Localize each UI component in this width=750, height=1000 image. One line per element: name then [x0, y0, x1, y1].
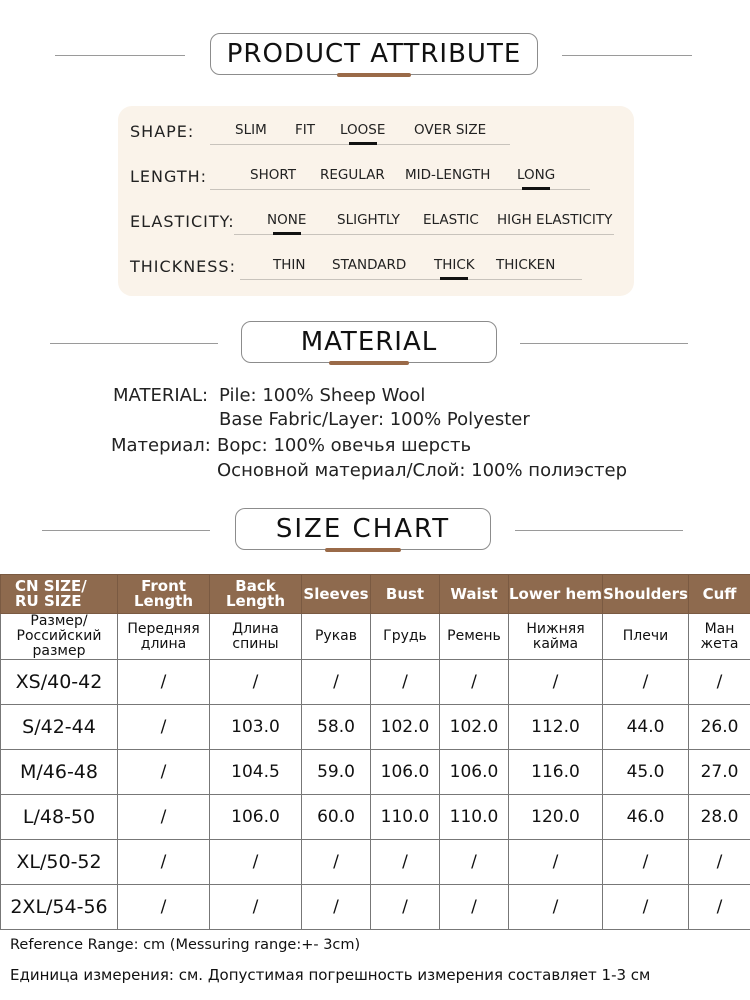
measurement-cell: 104.5: [210, 750, 302, 795]
measurement-cell: /: [689, 660, 750, 705]
section-title: PRODUCT ATTRIBUTE: [210, 33, 538, 75]
column-header-ru: Грудь: [371, 614, 440, 660]
attribute-option: [423, 212, 479, 228]
reference-note-en: Reference Range: cm (Messuring range:+- 3cm): [10, 937, 361, 953]
column-header-en: Waist: [440, 575, 509, 614]
divider-right: [515, 530, 683, 531]
measurement-cell: 110.0: [371, 795, 440, 840]
measurement-cell: /: [118, 660, 210, 705]
material-en-label: MATERIAL:: [113, 385, 209, 406]
material-en-line1: Pile: 100% Sheep Wool: [219, 385, 426, 406]
column-header-en: Cuff: [689, 575, 750, 614]
measurement-cell: /: [440, 660, 509, 705]
measurement-cell: /: [210, 840, 302, 885]
table-row: [1, 795, 750, 840]
attribute-option-label: NONE: [267, 212, 307, 228]
column-header-ru: Длина спины: [210, 614, 302, 660]
measurement-cell: /: [603, 885, 689, 930]
attribute-option: [434, 257, 475, 273]
measurement-cell: 46.0: [603, 795, 689, 840]
attribute-option: [405, 167, 490, 183]
size-cell: S/42-44: [1, 705, 118, 750]
attribute-row: [130, 122, 630, 152]
attribute-option-label: LONG: [517, 167, 556, 183]
measurement-cell: /: [689, 840, 750, 885]
measurement-cell: 44.0: [603, 705, 689, 750]
size-chart-table: [0, 574, 750, 930]
selected-marker: [522, 187, 550, 190]
column-header-ru: Нижняя кайма: [509, 614, 603, 660]
attribute-option: [340, 122, 385, 138]
column-header-en: Sleeves: [302, 575, 371, 614]
measurement-cell: 58.0: [302, 705, 371, 750]
attribute-option: [320, 167, 385, 183]
material-ru-label: Материал:: [111, 435, 211, 456]
attribute-option: [235, 122, 267, 138]
measurement-cell: 59.0: [302, 750, 371, 795]
measurement-cell: /: [118, 705, 210, 750]
selected-marker: [349, 142, 377, 145]
attribute-option-label: SLIM: [235, 122, 267, 138]
attribute-option-label: ELASTIC: [423, 212, 479, 228]
section-title: MATERIAL: [241, 321, 497, 363]
measurement-cell: 102.0: [440, 705, 509, 750]
size-cell: L/48-50: [1, 795, 118, 840]
column-header-en: Shoulders: [603, 575, 689, 614]
divider-right: [562, 55, 692, 56]
attribute-option: [517, 167, 555, 183]
measurement-cell: 26.0: [689, 705, 750, 750]
attribute-label: THICKNESS:: [130, 257, 236, 276]
attribute-underline: [240, 279, 582, 280]
measurement-cell: 28.0: [689, 795, 750, 840]
measurement-cell: 116.0: [509, 750, 603, 795]
column-header-ru: Плечи: [603, 614, 689, 660]
measurement-cell: /: [118, 795, 210, 840]
attribute-option: [496, 257, 555, 273]
title-accent-bar: [337, 73, 411, 77]
attribute-option: [337, 212, 400, 228]
measurement-cell: 45.0: [603, 750, 689, 795]
attribute-option: [295, 122, 315, 138]
measurement-cell: /: [210, 660, 302, 705]
measurement-cell: /: [440, 885, 509, 930]
column-header-en: Bust: [371, 575, 440, 614]
product-attribute-header: [0, 33, 750, 79]
measurement-cell: /: [210, 885, 302, 930]
column-header-en: CN SIZE/ RU SIZE: [1, 575, 118, 614]
column-header-en: Back Length: [210, 575, 302, 614]
column-header-ru: Рукав: [302, 614, 371, 660]
attribute-label: SHAPE:: [130, 122, 195, 141]
title-accent-bar: [329, 361, 409, 365]
attribute-option-label: MID-LENGTH: [405, 167, 491, 183]
table-row: [1, 885, 750, 930]
selected-marker: [273, 232, 301, 235]
measurement-cell: /: [440, 840, 509, 885]
measurement-cell: 102.0: [371, 705, 440, 750]
measurement-cell: /: [509, 840, 603, 885]
attribute-option: [414, 122, 486, 138]
attribute-row: [130, 212, 630, 242]
attribute-option: [250, 167, 296, 183]
attribute-option-label: SHORT: [250, 167, 296, 183]
column-header-ru: Размер/ Российский размер: [1, 614, 118, 660]
header-row-ru: [1, 614, 750, 660]
divider-left: [42, 530, 210, 531]
attribute-option-label: OVER SIZE: [414, 122, 487, 138]
measurement-cell: /: [509, 660, 603, 705]
size-cell: 2XL/54-56: [1, 885, 118, 930]
table-row: [1, 750, 750, 795]
measurement-cell: /: [603, 660, 689, 705]
attribute-option-label: FIT: [295, 122, 315, 138]
column-header-en: Lower hem: [509, 575, 603, 614]
column-header-ru: Передняя длина: [118, 614, 210, 660]
table-row: [1, 840, 750, 885]
material-header: [0, 321, 750, 367]
attribute-option-label: THICKEN: [496, 257, 556, 273]
attribute-label: LENGTH:: [130, 167, 208, 186]
table-row: [1, 660, 750, 705]
size-cell: XL/50-52: [1, 840, 118, 885]
measurement-cell: /: [118, 885, 210, 930]
size-cell: M/46-48: [1, 750, 118, 795]
measurement-cell: 103.0: [210, 705, 302, 750]
attribute-option-label: SLIGHTLY: [337, 212, 400, 228]
header-row-en: [1, 575, 750, 614]
attribute-option: [497, 212, 612, 228]
attribute-panel: [118, 106, 634, 296]
size-cell: XS/40-42: [1, 660, 118, 705]
attribute-row: [130, 257, 630, 287]
measurement-cell: 120.0: [509, 795, 603, 840]
material-en-line2: Base Fabric/Layer: 100% Polyester: [219, 409, 530, 430]
attribute-option-label: LOOSE: [340, 122, 386, 138]
measurement-cell: /: [302, 885, 371, 930]
attribute-option-label: THIN: [273, 257, 306, 273]
divider-left: [55, 55, 185, 56]
measurement-cell: 106.0: [371, 750, 440, 795]
selected-marker: [440, 277, 468, 280]
material-ru-line1: Ворс: 100% овечья шерсть: [217, 435, 472, 456]
attribute-option: [332, 257, 406, 273]
divider-right: [520, 343, 688, 344]
measurement-cell: /: [509, 885, 603, 930]
measurement-cell: /: [603, 840, 689, 885]
measurement-cell: /: [371, 840, 440, 885]
measurement-cell: /: [689, 885, 750, 930]
measurement-cell: 110.0: [440, 795, 509, 840]
size-chart-header: [0, 508, 750, 554]
measurement-cell: 112.0: [509, 705, 603, 750]
attribute-option-label: STANDARD: [332, 257, 407, 273]
title-accent-bar: [325, 548, 401, 552]
column-header-ru: Ремень: [440, 614, 509, 660]
measurement-cell: 106.0: [440, 750, 509, 795]
attribute-option: [267, 212, 306, 228]
measurement-cell: /: [118, 750, 210, 795]
attribute-option: [273, 257, 305, 273]
measurement-cell: 27.0: [689, 750, 750, 795]
measurement-cell: /: [302, 840, 371, 885]
measurement-cell: 106.0: [210, 795, 302, 840]
measurement-cell: /: [371, 885, 440, 930]
measurement-cell: /: [371, 660, 440, 705]
section-title: SIZE CHART: [235, 508, 491, 550]
measurement-cell: 60.0: [302, 795, 371, 840]
attribute-label: ELASTICITY:: [130, 212, 235, 231]
measurement-cell: /: [302, 660, 371, 705]
table-row: [1, 705, 750, 750]
divider-left: [50, 343, 218, 344]
reference-note-ru: Единица измерения: см. Допустимая погрешность измерения составляет 1-3 см: [10, 966, 651, 984]
measurement-cell: /: [118, 840, 210, 885]
attribute-row: [130, 167, 630, 197]
column-header-en: Front Length: [118, 575, 210, 614]
attribute-option-label: REGULAR: [320, 167, 385, 183]
attribute-option-label: THICK: [434, 257, 475, 273]
attribute-option-label: HIGH ELASTICITY: [497, 212, 613, 228]
material-ru-line2: Основной материал/Слой: 100% полиэстер: [217, 460, 628, 481]
column-header-ru: Ман жета: [689, 614, 750, 660]
